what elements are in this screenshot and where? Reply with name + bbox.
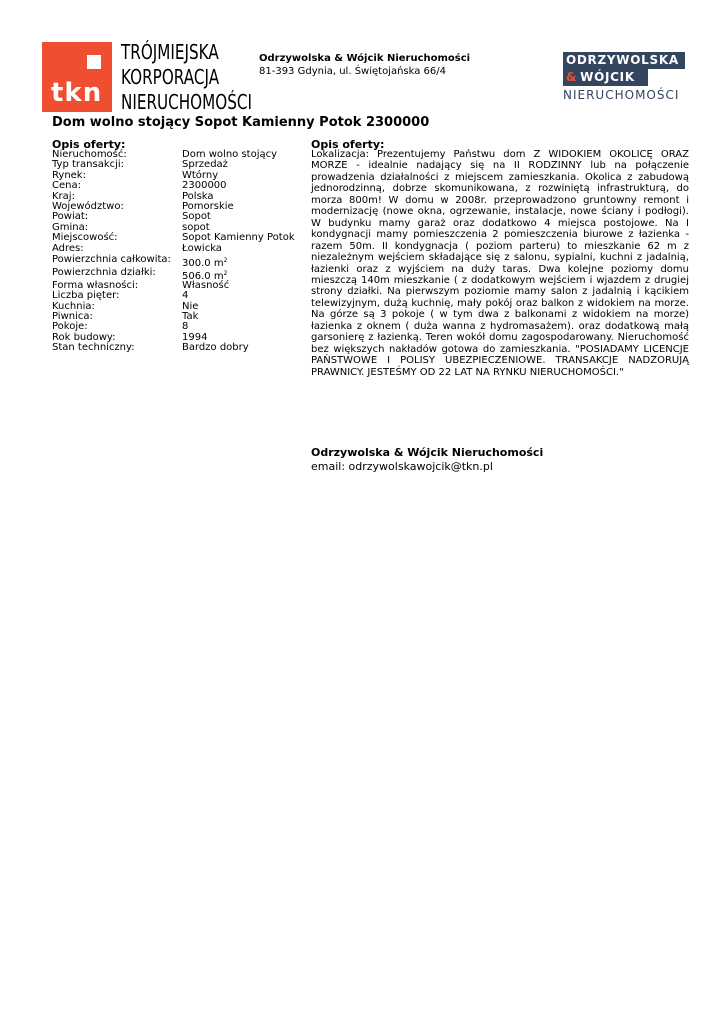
spec-value-text: Tak <box>182 311 199 323</box>
spec-label: Rok budowy: <box>52 331 116 343</box>
spec-value-text: Łowicka <box>182 242 222 254</box>
spec-label: Typ transakcji: <box>52 159 125 171</box>
spec-value-text: 2300000 <box>182 180 227 192</box>
listing-title: Dom wolno stojący Sopot Kamienny Potok 2300000 <box>52 115 430 130</box>
area-unit-exponent: 2 <box>223 256 228 264</box>
spec-value-text: Bardzo dobry <box>182 342 249 354</box>
agency-logo-line-2-text: WÓJCIK <box>580 70 635 84</box>
spec-value <box>182 281 229 291</box>
spec-value-text: Polska <box>182 190 214 202</box>
spec-value-text: sopot <box>182 221 210 233</box>
description-text <box>311 149 689 378</box>
spec-value-text: 300.0 <box>182 257 211 269</box>
corporation-name-line-3: NIERUCHOMOŚCI <box>121 90 252 114</box>
specs-heading: Opis oferty: <box>52 138 126 151</box>
agency-address: 81-393 Gdynia, ul. Świętojańska 66/4 <box>259 66 447 77</box>
spec-value-text: 8 <box>182 321 189 333</box>
logo-mark: tkn <box>51 78 103 108</box>
spec-label: Powierzchnia działki: <box>52 267 156 279</box>
ampersand-mark: & <box>566 70 578 84</box>
spec-label: Województwo: <box>52 200 124 212</box>
spec-label: Rynek: <box>52 169 86 181</box>
spec-label: Gmina: <box>52 221 89 233</box>
spec-value-text: Własność <box>182 279 230 291</box>
agency-name: Odrzywolska & Wójcik Nieruchomości <box>259 53 471 64</box>
spec-label: Cena: <box>52 180 81 192</box>
spec-label: Liczba pięter: <box>52 290 120 302</box>
spec-label: Pokoje: <box>52 321 88 333</box>
area-unit: m <box>213 257 224 269</box>
spec-value <box>182 258 227 270</box>
logo-square-icon <box>87 55 101 69</box>
agency-logo-line-1: ODRZYWOLSKA <box>563 52 685 69</box>
corporation-name-line-1: TRÓJMIEJSKA <box>121 40 219 64</box>
tkn-logo <box>42 42 112 112</box>
agency-info <box>259 52 470 78</box>
area-unit: m <box>213 271 224 283</box>
spec-label: Powiat: <box>52 211 89 223</box>
spec-label: Nieruchomość: <box>52 149 127 160</box>
corporation-name-line-2: KORPORACJA <box>121 65 220 89</box>
spec-value-text: 506.0 <box>182 271 211 283</box>
spec-label: Kuchnia: <box>52 300 95 312</box>
spec-value-text: Wtórny <box>182 169 219 181</box>
contact-name: Odrzywolska & Wójcik Nieruchomości <box>311 446 544 459</box>
spec-label: Powierzchnia całkowita: <box>52 253 171 265</box>
spec-label: Stan techniczny: <box>52 342 135 354</box>
spec-label: Forma własności: <box>52 279 139 291</box>
spec-value-text: Dom wolno stojący <box>182 149 278 160</box>
contact-block <box>311 446 543 474</box>
contact-email: email: odrzywolskawojcik@tkn.pl <box>311 460 493 473</box>
corporation-name <box>121 40 252 115</box>
spec-value-text: 1994 <box>182 331 208 343</box>
spec-value-text: Sopot <box>182 211 211 223</box>
spec-value-text: 4 <box>182 290 189 302</box>
description-heading: Opis oferty: <box>311 138 385 151</box>
spec-label: Miejscowość: <box>52 232 118 244</box>
spec-value-text: Nie <box>182 300 199 312</box>
spec-value-text: Sprzedaż <box>182 159 228 171</box>
agency-logo-line-2 <box>563 69 648 86</box>
spec-label: Piwnica: <box>52 311 93 323</box>
spec-value <box>182 244 222 254</box>
agency-logo <box>563 52 685 103</box>
spec-value <box>182 343 249 353</box>
spec-value-text: Sopot Kamienny Potok <box>182 232 295 244</box>
spec-value-text: Pomorskie <box>182 200 234 212</box>
spec-label: Kraj: <box>52 190 75 202</box>
description-paragraph: Lokalizacja: Prezentujemy Państwu dom Z WIDOKIEM OKOLICĘ ORAZ MORZE - idealnie nadający się na II RODZINNY lub na połączenie prowadzenia działalności z miejscem zamieszkania. Okolica z zabudową jednorodzinną, dobrze skomunikowana, z rozwiniętą infrastrukturą, do morza 800m! W domu w 2008r. przeprowadzono gruntowny remont i modernizację (nowe okna, ogrzewanie, instalacje, nowe ściany i podłogi). W budynku mamy garaż oraz dodatkowo 4 miejsca postojowe. Na I kondygnacji mamy pomieszczenia 2 pomieszczenia biurowe z łazienka - razem 50m. II kondygnacja ( poziom parteru) to mieszkanie 62 m z niezależnym wejściem składające się z salonu, sypialni, kuchni z jadalnią, łazienki oraz z wyjściem na duży taras. Dwa kolejne poziomy domu mieszczą 140m mieszkanie ( z dodatkowym wejściem i wjazdem z drugiej strony działki. Na pierwszym poziomie mamy salon z jadalnią i kącikiem telewizyjnym, dużą kuchnię, mały pokój oraz balkon z widokiem na morze. Na górze są 3 pokoje ( w tym dwa z balkonami z widokiem na morze) łazienka z oknem ( duża wanna z hydromasażem). oraz dodatkową małą garsonierę z łazienką. Teren wokół domu zagospodarowany. Nieruchomość bez większych nakładów gotowa do zamieszkania. "POSIADAMY LICENCJE PAŃSTWOWE I POLISY UBEZPIECZENIOWE. TRANSAKCJE NADZORUJĄ PRAWNICY. JESTEŚMY OD 22 LAT NA RYNKU NIERUCHOMOŚCI." <box>311 149 689 378</box>
spec-label: Adres: <box>52 242 84 254</box>
agency-logo-line-3: NIERUCHOMOŚCI <box>563 88 680 102</box>
area-unit-exponent: 2 <box>223 270 228 278</box>
